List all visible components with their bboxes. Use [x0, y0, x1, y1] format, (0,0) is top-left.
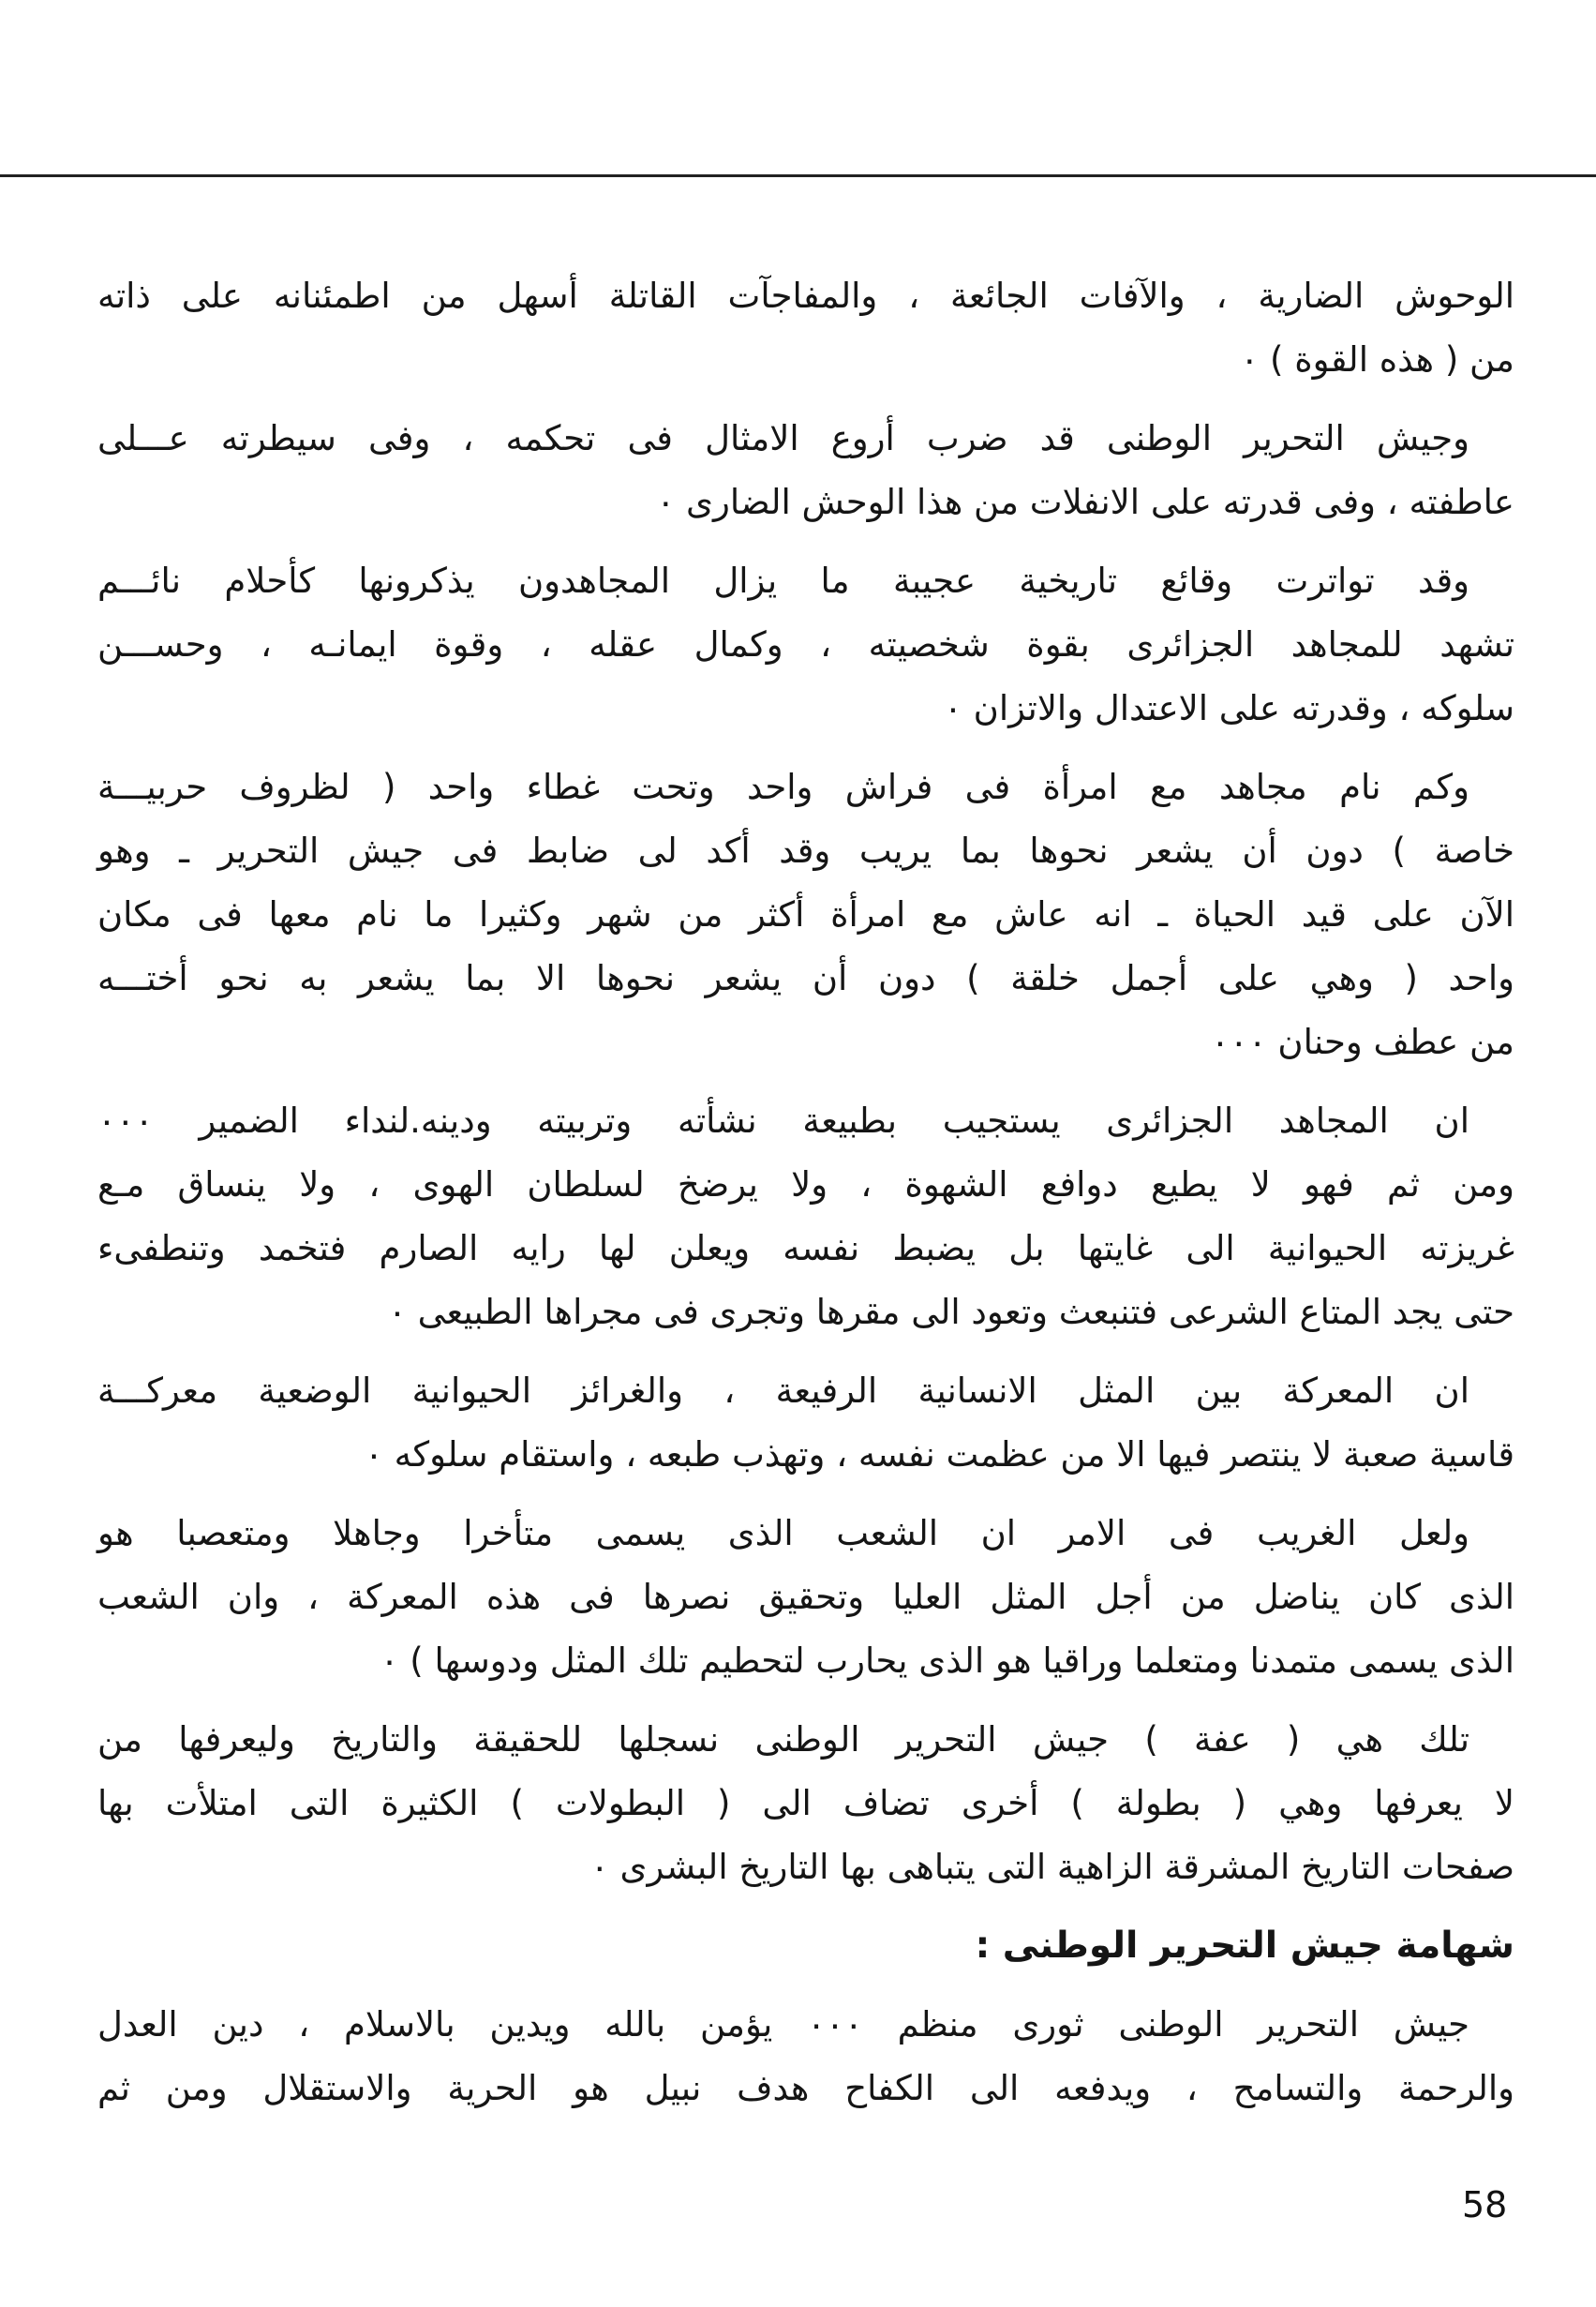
text-line: واحد ( وهي على أجمل خلقة ) دون أن يشعر نحوها الا بما يشعر به نحو أختـــه: [97, 958, 1514, 998]
top-rule: [0, 174, 1596, 177]
section-heading: شهامة جيش التحرير الوطنى :: [975, 1925, 1514, 1967]
text-line: جيش التحرير الوطنى ثورى منظم ٠٠٠ يؤمن بالله ويدين بالاسلام ، دين العدل: [97, 2004, 1469, 2045]
text-line: ان المعركة بين المثل الانسانية الرفيعة ، والغرائز الحيوانية الوضعية معركـــة: [97, 1371, 1469, 1411]
text-line: قاسية صعبة لا ينتصر فيها الا من عظمت نفسه ، وتهذب طبعه ، واستقام سلوكه ٠: [365, 1434, 1514, 1475]
text-line: صفحات التاريخ المشرقة الزاهية التى يتباهى بها التاريخ البشرى ٠: [589, 1847, 1514, 1887]
paragraph-7: [97, 1502, 1514, 1693]
text-line: ان المجاهد الجزائرى يستجيب بطبيعة نشأته وتربيته ودينه.لنداء الضمير ٠٠٠: [97, 1101, 1469, 1141]
paragraph-8: [97, 1708, 1514, 1899]
text-line: وقد تواترت وقائع تاريخية عجيبة ما يزال المجاهدون يذكرونها كأحلام نائـــم: [97, 561, 1469, 601]
page-number: 58: [1462, 2184, 1508, 2225]
text-line: الآن على قيد الحياة ـ انه عاش مع امرأة أكثر من شهر وكثيرا ما نام معها فى مكان: [97, 894, 1514, 935]
text-line: وكم نام مجاهد مع امرأة فى فراش واحد وتحت غطاء واحد ( لظروف حربيـــة: [97, 767, 1469, 807]
text-line: لا يعرفها وهي ( بطولة ) أخرى تضاف الى ( البطولات ) الكثيرة التى امتلأت بها: [97, 1783, 1514, 1823]
paragraph-1: [97, 264, 1514, 392]
text-line: الذى يسمى متمدنا ومتعلما وراقيا هو الذى يحارب لتحطيم تلك المثل ودوسها ) ٠: [380, 1640, 1514, 1681]
text-line: تلك هي ( عفة ) جيش التحرير الوطنى نسجلها للحقيقة والتاريخ وليعرفها من: [97, 1719, 1469, 1760]
paragraph-2: [97, 407, 1514, 534]
text-line: سلوكه ، وقدرته على الاعتدال والاتزان ٠: [944, 688, 1514, 728]
text-line: تشهد للمجاهد الجزائرى بقوة شخصيته ، وكمال عقله ، وقوة ايمانـه ، وحســـن: [97, 624, 1514, 665]
text-line: والرحمة والتسامح ، ويدفعه الى الكفاح هدف نبيل هو الحرية والاستقلال ومن ثم: [97, 2068, 1514, 2108]
paragraph-3: [97, 549, 1514, 741]
paragraph-closing: [97, 1993, 1514, 2120]
paragraph-4: [97, 756, 1514, 1074]
text-line: الوحوش الضارية ، والآفات الجائعة ، والمفاجآت القاتلة أسهل من اطمئنانه على ذاته: [97, 276, 1514, 316]
text-line: خاصة ) دون أن يشعر نحوها بما يريب وقد أكد لى ضابط فى جيش التحرير ـ وهو: [97, 831, 1514, 871]
text-line: وجيش التحرير الوطنى قد ضرب أروع الامثال فى تحكمه ، وفى سيطرته عـــلى: [97, 418, 1469, 458]
text-line: ولعل الغريب فى الامر ان الشعب الذى يسمى متأخرا وجاهلا ومتعصبا هو: [97, 1513, 1469, 1553]
page-body: [97, 264, 1514, 2135]
text-line: ومن ثم فهو لا يطيع دوافع الشهوة ، ولا يرضخ لسلطان الهوى ، ولا ينساق مـع: [97, 1164, 1514, 1205]
text-line: من عطف وحنان ٠٠٠: [1211, 1022, 1514, 1062]
text-line: غريزته الحيوانية الى غايتها بل يضبط نفسه ويعلن لها رايه الصارم فتخمد وتنطفىء: [97, 1228, 1514, 1268]
paragraph-6: [97, 1359, 1514, 1487]
paragraph-5: [97, 1089, 1514, 1344]
text-line: حتى يجد المتاع الشرعى فتنبعث وتعود الى مقرها وتجرى فى مجراها الطبيعى ٠: [388, 1292, 1514, 1332]
text-line: عاطفته ، وفى قدرته على الانفلات من هذا الوحش الضارى ٠: [656, 482, 1514, 522]
text-line: الذى كان يناضل من أجل المثل العليا وتحقيق نصرها فى هذه المعركة ، وان الشعب: [97, 1577, 1514, 1617]
text-line: من ( هذه القوة ) ٠: [1240, 339, 1514, 380]
